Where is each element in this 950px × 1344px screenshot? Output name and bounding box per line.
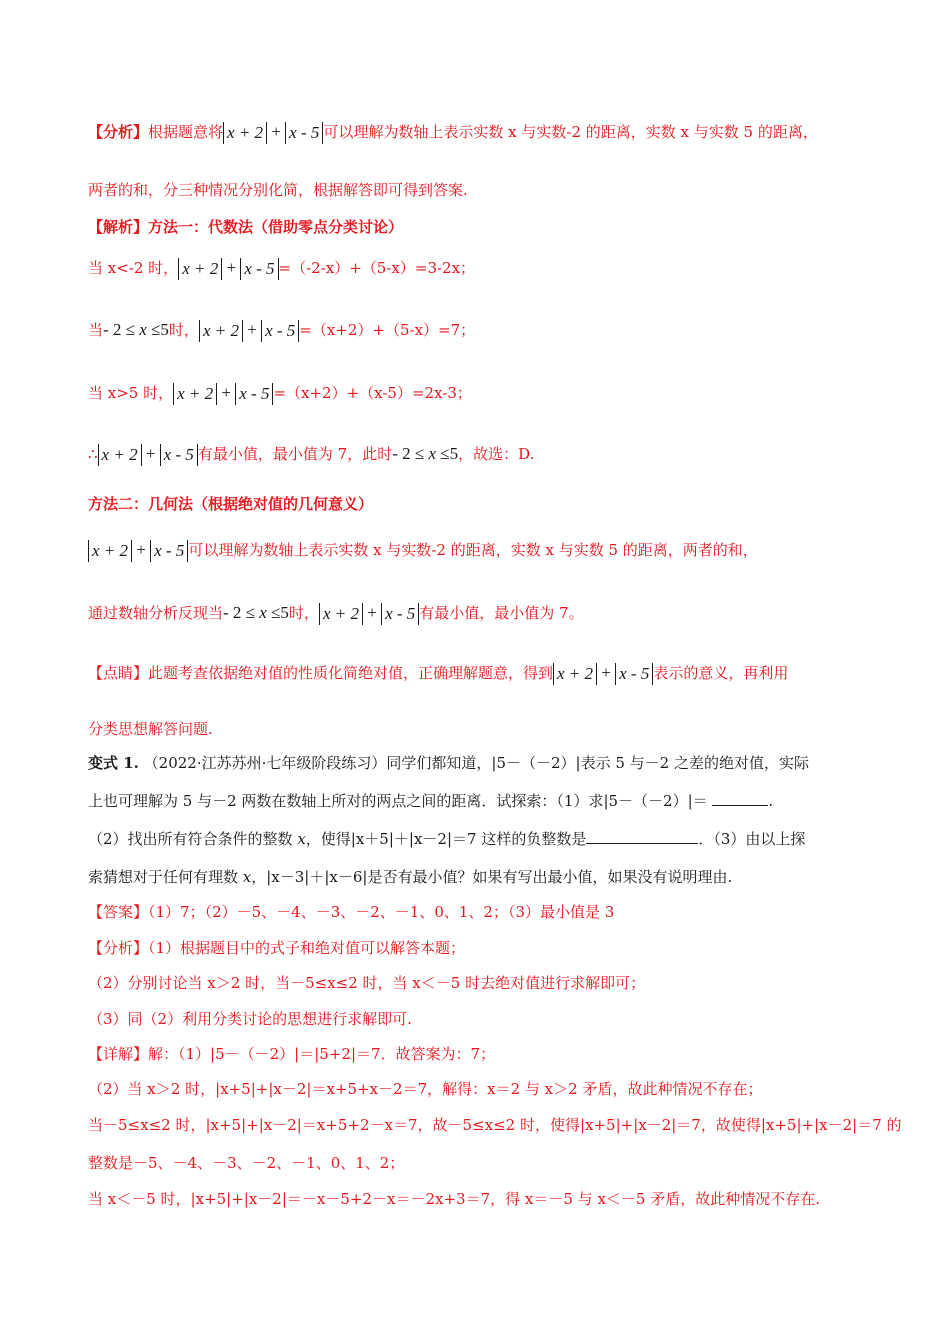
answer-line: 【答案】（1）7；（2）－5、－4、－3、－2、－1、0、1、2；（3）最小值是 3 (88, 903, 615, 921)
abs-expression: x + 2 + x - 5 (98, 444, 198, 463)
abs-expression: x + 2 + x - 5 (178, 258, 278, 277)
variant-line-1: 变式 1. （2022·江苏苏州·七年级阶段练习）同学们都知道，|5－（－2）|表示 5 与－2 之差的绝对值，实际 (88, 754, 809, 772)
variant-line-3: （2）找出所有符合条件的整数 x，使得|x＋5|＋|x－2|＝7 这样的负整数是 ．（3）由以上探 (88, 830, 806, 848)
method-two-line-2: 通过数轴分析反现当- 2 ≤ x ≤5时， x + 2 + x - 5 有最小值，最小值为 7。 (88, 603, 584, 624)
analysis-post: 可以理解为数轴上表示实数 x 与实数-2 的距离，实数 x 与实数 5 的距离， (323, 123, 818, 141)
case-1: 当 x<-2 时， x + 2 + x - 5 =（-2-x）+（5-x）=3-2x； (88, 258, 476, 279)
range-expression: - 2 ≤ x ≤5 (392, 444, 459, 463)
case-2: 当- 2 ≤ x ≤5时， x + 2 + x - 5 =（x+2）+（5-x）=7； (88, 320, 476, 341)
analysis-tag: 【分析】 (88, 123, 149, 141)
answer-blank-2 (586, 829, 698, 844)
detail-line-2: （2）当 x＞2 时，|x+5|+|x－2|＝x+5+x－2＝7，解得：x＝2 与 x＞2 矛盾，故此种情况不存在； (88, 1080, 763, 1098)
abs-expression: x + 2 + x - 5 (88, 540, 188, 559)
variant-line-2: 上也可理解为 5 与－2 两数在数轴上所对的两点之间的距离．试探索：（1）求|5－（－2）|＝ . (88, 792, 774, 810)
range-expression: - 2 ≤ x ≤5 (103, 320, 169, 339)
variant-label: 变式 1. (88, 754, 139, 772)
analysis2-line-2: （2）分别讨论当 x＞2 时，当－5≤x≤2 时，当 x＜－5 时去绝对值进行求解即可； (88, 974, 646, 992)
abs-expression: x + 2 + x - 5 (553, 663, 653, 682)
abs-expression: x + 2 + x - 5 (223, 122, 323, 141)
method-one-heading: 【解析】方法一：代数法（借助零点分类讨论） (88, 218, 404, 236)
variant-line-4: 索猜想对于任何有理数 x，|x－3|＋|x－6|是否有最小值？如果有写出最小值，如果没有说明理由. (88, 868, 733, 886)
detail-line-5: 当 x＜－5 时，|x+5|+|x－2|＝－x－5+2－x＝－2x+3＝7，得 x＝－5 与 x＜－5 矛盾，故此种情况不存在. (88, 1190, 820, 1208)
method-two-line-1: x + 2 + x - 5 可以理解为数轴上表示实数 x 与实数-2 的距离，实数 x 与实数 5 的距离，两者的和， (88, 540, 758, 562)
analysis-line-1 (88, 122, 818, 144)
case-3: 当 x>5 时， x + 2 + x - 5 =（x+2）+（x-5）=2x-3； (88, 383, 472, 404)
comment-line-2: 分类思想解答问题. (88, 720, 213, 738)
conclusion: ∴ x + 2 + x - 5 有最小值，最小值为 7，此时- 2 ≤ x ≤5，故选：D. (88, 444, 535, 465)
analysis2-line-1: 【分析】（1）根据题目中的式子和绝对值可以解答本题； (88, 939, 466, 957)
range-expression: - 2 ≤ x ≤5 (223, 603, 289, 622)
detail-line-1: 【详解】解：（1）|5－（－2）|＝|5+2|＝7．故答案为：7； (88, 1045, 496, 1063)
abs-expression: x + 2 + x - 5 (199, 320, 299, 339)
answer-blank-1 (712, 791, 768, 806)
abs-expression: x + 2 + x - 5 (173, 383, 273, 402)
method-two-heading: 方法二：几何法（根据绝对值的几何意义） (88, 495, 374, 513)
abs-expression: x + 2 + x - 5 (319, 603, 419, 622)
detail-line-3: 当－5≤x≤2 时，|x+5|+|x－2|＝x+5+2－x＝7，故－5≤x≤2 时，使得|x+5|+|x－2|＝7，故使得|x+5|+|x－2|＝7 的 (88, 1116, 902, 1134)
analysis-pre: 根据题意将 (148, 123, 224, 141)
analysis2-line-3: （3）同（2）利用分类讨论的思想进行求解即可. (88, 1010, 412, 1028)
analysis-line-2: 两者的和，分三种情况分别化简，根据解答即可得到答案. (88, 181, 468, 199)
comment-line-1: 【点睛】此题考查依据绝对值的性质化简绝对值，正确理解题意，得到 x + 2 + x - 5 表示的意义，再利用 (88, 663, 789, 684)
detail-line-4: 整数是－5、－4、－3、－2、－1、0、1、2； (88, 1154, 405, 1172)
